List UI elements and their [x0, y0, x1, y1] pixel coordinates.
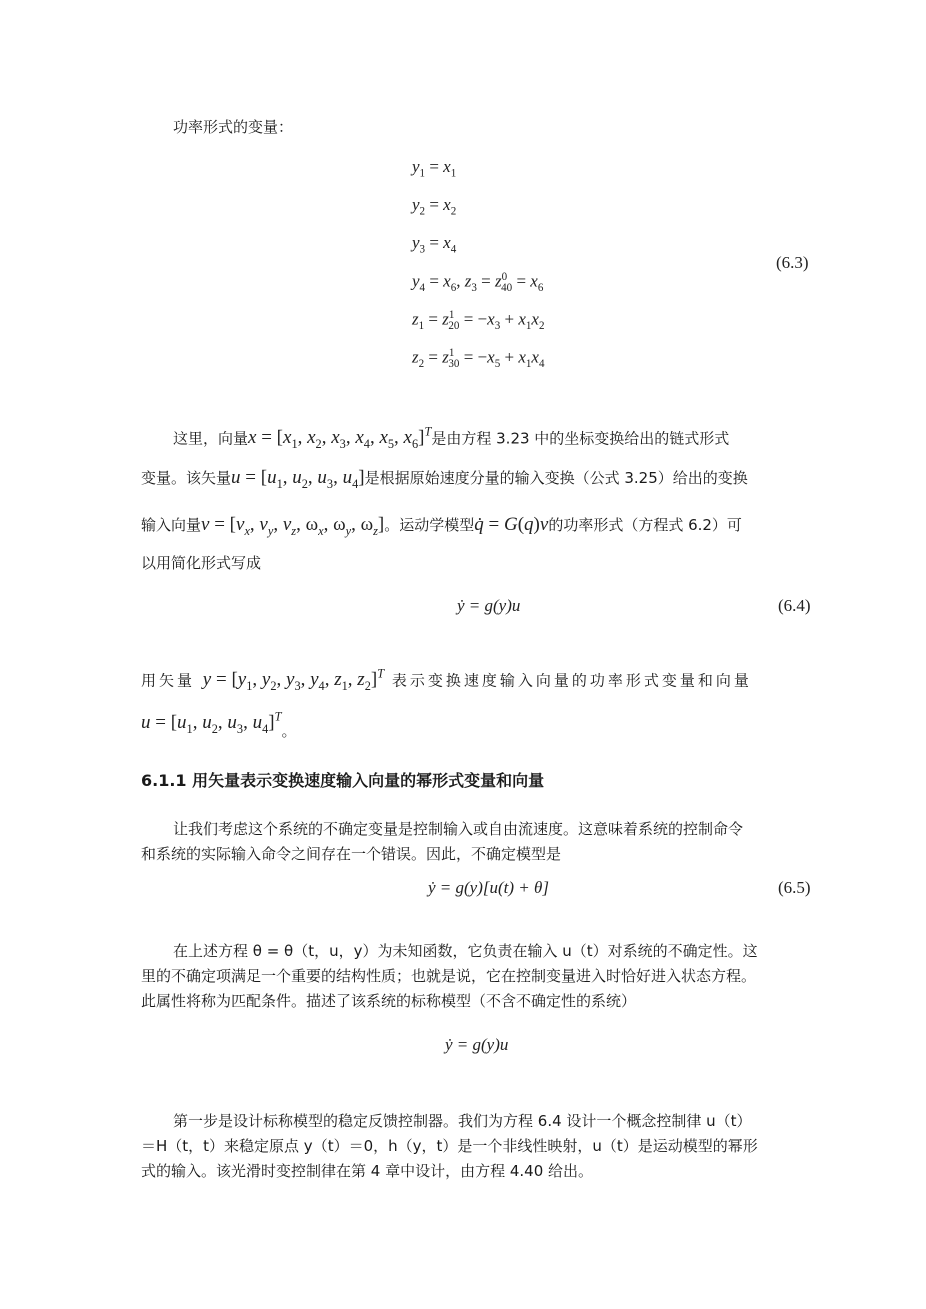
- eq63-number: (6.3): [776, 253, 809, 272]
- para2-line-1: 用矢量 $y = [y_1$, $y_2$, $y_3$, $y_4$, $z_1$, $z_2]^T$ 表示变换速度输入向量的功率形式变量和向量: [141, 667, 752, 694]
- para1-line-3: 输入向量$v = [v_x$, $v_y$, $v_z$, $\omega_x$, $\omega_y$, $\omega_z$]。运动学模型q̇ = G(q)v的功率形式（方程式 6.2）可: [141, 514, 742, 538]
- para4-line-3: 此属性将称为匹配条件。描述了该系统的标称模型（不含不确定性的系统）: [141, 992, 637, 1010]
- section-heading: 6.1.1 用矢量表示变换速度输入向量的幂形式变量和向量: [141, 771, 545, 790]
- para1-line-2: 变量。该矢量$u = [u_1$, $u_2$, $u_3$, $u_4$]是根据原始速度分量的输入变换（公式 3.25）给出的变换: [141, 467, 748, 491]
- equation-6-5: ẏ = g(y)[u(t) + θ]: [428, 878, 549, 897]
- eq63-line-3: $y_3 = x_4$: [412, 233, 457, 256]
- eq65-number: (6.5): [778, 878, 811, 897]
- eq64-number: (6.4): [778, 596, 811, 615]
- eq63-line-5: $z_1 = z^1_{20} = -x_3 + x_1x_2$: [412, 309, 545, 333]
- para2-line-2: $u = [u_1$, $u_2$, $u_3$, $u_4]^T$。: [141, 710, 297, 741]
- intro-label: 功率形式的变量：: [173, 118, 294, 136]
- eq63-line-4: $y_4 = x_6$, $z_3 = z^0_{40} = x_6$: [412, 271, 544, 295]
- para1-line-4: 以用简化形式写成: [141, 554, 262, 572]
- eq63-line-6: $z_2 = z^1_{30} = -x_5 + x_1x_4$: [412, 347, 545, 371]
- equation-nominal: ẏ = g(y)u: [445, 1035, 509, 1054]
- para5-line-2: ＝H（t，t）来稳定原点 y（t）＝0，h（y，t）是一个非线性映射，u（t）是运动模型的幂形: [141, 1137, 758, 1155]
- para3-line-2: 和系统的实际输入命令之间存在一个错误。因此，不确定模型是: [141, 845, 562, 863]
- eq63-line-1: $y_1 = x_1$: [412, 157, 457, 180]
- para3-line-1: 让我们考虑这个系统的不确定变量是控制输入或自由流速度。这意味着系统的控制命令: [173, 820, 744, 838]
- equation-6-4: ẏ = g(y)u: [457, 596, 521, 615]
- eq63-line-2: $y_2 = x_2$: [412, 195, 457, 218]
- para5-line-1: 第一步是设计标称模型的稳定反馈控制器。我们为方程 6.4 设计一个概念控制律 u（t）: [173, 1112, 752, 1130]
- para4-line-2: 里的不确定项满足一个重要的结构性质；也就是说，它在控制变量进入时恰好进入状态方程。: [141, 967, 757, 985]
- para5-line-3: 式的输入。该光滑时变控制律在第 4 章中设计，由方程 4.40 给出。: [141, 1162, 594, 1180]
- para4-line-1: 在上述方程 θ = θ（t，u，y）为未知函数，它负责在输入 u（t）对系统的不确定性。这: [173, 942, 758, 960]
- para1-line-1: 这里，向量$x = [x_1$, $x_2$, $x_3$, $x_4$, $x_5$, $x_6]^T$是由方程 3.23 中的坐标变换给出的链式形式: [173, 425, 730, 452]
